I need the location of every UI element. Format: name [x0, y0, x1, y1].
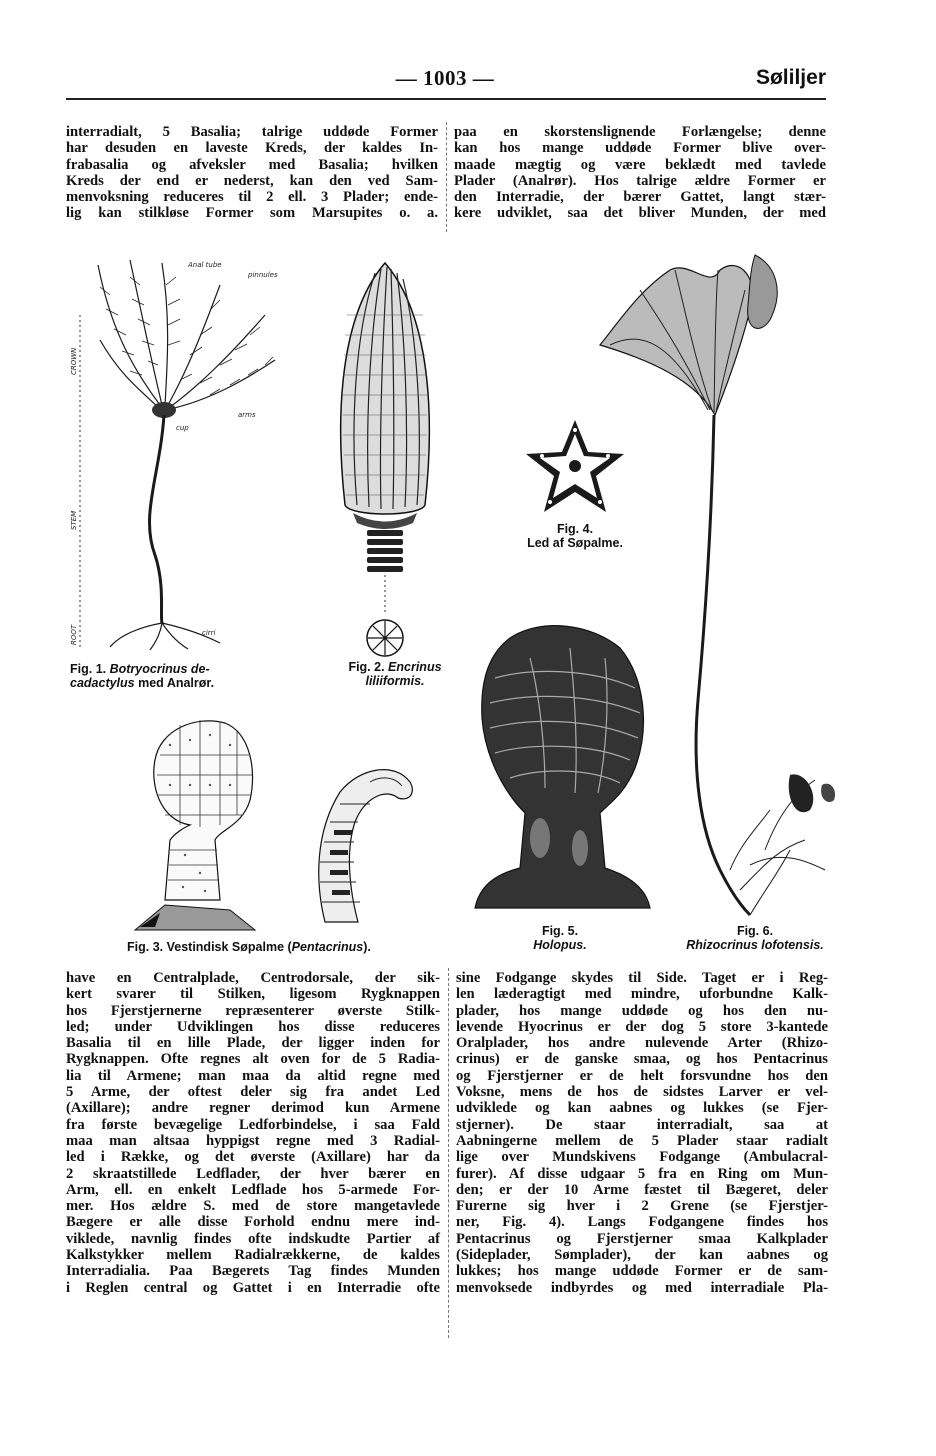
fig4-number: Fig. 4. — [556, 522, 594, 536]
text-line: hos Fjerstjernerne repræsenterer øverste Stilk- — [66, 1002, 440, 1019]
text-line: maa man altsaa hyppigst regne med 3 Radial- — [66, 1132, 440, 1149]
arms-label: arms — [238, 411, 256, 419]
text-line: plader, hos mange uddøde og hos den nu- — [456, 1002, 828, 1019]
text-line: den Interradie, der bærer Gattet, langt stær- — [454, 189, 826, 206]
text-line: Oralplader, hos andre nulevende Arter (Rhizo- — [456, 1035, 828, 1052]
text-line: (Axillare); andre regner derimod kun Armene — [66, 1100, 440, 1117]
fig1-name: Botryocrinus de- — [109, 662, 210, 676]
text-line: paa en skorstenslignende Forlængelse; denne — [454, 124, 826, 140]
text-line: Plader (Analrør). Hos talrige ældre Former er — [454, 172, 826, 189]
fig3-name: Pentacrinus — [291, 940, 364, 954]
fig3-caption — [127, 940, 447, 954]
fig6-name: Rhizocrinus lofotensis. — [686, 938, 824, 952]
text-line: kan hos mange uddøde Former blive over- — [454, 140, 826, 157]
text-line: Arm, ell. en enkelt Ledflade hos 5-armede For- — [66, 1181, 440, 1198]
fig1-botryocrinus-illustration — [70, 255, 300, 655]
fig5-caption — [500, 924, 620, 952]
fig1-caption — [70, 662, 260, 690]
text-line: den; er der 10 Arme fæstet til Bægeret, deler — [456, 1181, 828, 1198]
fig2-name-cont: liliiformis. — [365, 674, 425, 688]
text-line: Kreds der end er nederst, kan den ved Sam- — [66, 172, 438, 189]
text-line: levende Hyocrinus er der dog 5 store 3-kantede — [456, 1018, 828, 1035]
running-title: Søliljer — [755, 66, 826, 89]
fig3-pentacrinus-calyx-illustration — [135, 715, 260, 935]
text-line: have en Centralplade, Centrodorsale, der sik- — [66, 970, 440, 986]
text-line: Rygknappen. Ofte regnes alt oven for de 5 Radia- — [66, 1051, 440, 1068]
text-line: menvoksning reduceres til 2 ell. 3 Plader; ende- — [66, 189, 438, 206]
fig2-name: Encrinus — [388, 660, 442, 674]
text-line: og Fjerstjerner er de helt forsvundne hos den — [456, 1067, 828, 1084]
text-line: interradialt, 5 Basalia; talrige uddøde Former — [66, 124, 438, 140]
column-divider — [448, 968, 449, 1338]
text-line: har desuden en laveste Kreds, der kaldes In- — [66, 140, 438, 157]
fig2-number: Fig. 2. — [348, 660, 385, 674]
fig2-caption — [320, 660, 470, 688]
text-line: stjerner). De staar interradialt, saa at — [456, 1116, 828, 1133]
text-line: sine Fodgange skydes til Side. Taget er i Reg- — [456, 970, 828, 986]
fig6-number: Fig. 6. — [736, 924, 774, 938]
text-line: frabasalia og afveksler med Basalia; hvilken — [66, 156, 438, 173]
text-line: mer. Hos ældre S. med de store mangetavlede — [66, 1198, 440, 1215]
root-label: ROOT — [70, 624, 78, 645]
text-line: len læderagtigt med mindre, uforbundne Kalk- — [456, 986, 828, 1003]
text-line: viklede, navnlig findes ofte indskudte Partier af — [66, 1230, 440, 1247]
text-line: Kalkstykker mellem Radialrækkerne, de kaldes — [66, 1247, 440, 1264]
text-line: Interradialia. Paa Bægerets Tag findes Munden — [66, 1263, 440, 1280]
text-line: kere udviklet, saa det bliver Munden, der med — [454, 205, 826, 222]
stem-label: STEM — [70, 510, 78, 530]
fig5-name: Holopus. — [533, 938, 587, 952]
text-line: lig kan stilkløse Former som Marsupites o. a. — [66, 205, 438, 222]
text-line: (Sideplader, Sømplader), der kan aabnes og — [456, 1247, 828, 1264]
text-line: maade mægtig og være beklædt med tavlede — [454, 156, 826, 173]
fig3-close: ). — [363, 940, 371, 954]
text-line: lia til Armene; man maa da altid regne med — [66, 1067, 440, 1084]
crown-label: CROWN — [70, 347, 78, 375]
text-line: 5 Arme, der oftest deler sig fra andet Led — [66, 1084, 440, 1101]
fig3-text: Vestindisk Søpalme ( — [166, 940, 292, 954]
fig1-number: Fig. 1. — [70, 662, 107, 676]
top-left-column — [66, 124, 438, 222]
text-line: Voksne, mens de hos de sidstes Larver er vel- — [456, 1084, 828, 1101]
text-line: crinus) er de ganske smaa, og hos Pentacrinus — [456, 1051, 828, 1068]
fig5-holopus-illustration — [470, 618, 655, 918]
text-line: kert svarer til Stilken, ligesom Rygknappen — [66, 986, 440, 1003]
text-line: furer). Af disse udgaar 5 fra en Ring om Mun- — [456, 1165, 828, 1182]
pinnules-label: pinnules — [248, 271, 278, 279]
fig6-caption — [670, 924, 840, 952]
fig1-suffix: med Analrør. — [138, 676, 215, 690]
text-line: Aabningerne mellem de 5 Plader staar radialt — [456, 1132, 828, 1149]
text-line: udviklede og kan aabnes og lukkes (se Fjer- — [456, 1100, 828, 1117]
header-rule — [66, 98, 826, 100]
bottom-left-column — [66, 970, 440, 1296]
cirri-label: cirri — [202, 629, 216, 637]
fig3-pentacrinus-section-illustration — [310, 762, 420, 932]
text-line: lukkes; hos mange uddøde Former er de sam- — [456, 1263, 828, 1280]
top-right-column — [454, 124, 826, 222]
column-divider — [446, 122, 447, 232]
text-line: i Reglen central og Gattet i en Interradie ofte — [66, 1279, 440, 1296]
text-line: 2 skraatstillede Ledflader, der hver bærer en — [66, 1165, 440, 1182]
text-line: Pentacrinus og Fjerstjerner smaa Kalkplader — [456, 1230, 828, 1247]
bottom-right-column — [456, 970, 828, 1296]
fig4-text: Led af Søpalme. — [527, 536, 623, 550]
fig5-number: Fig. 5. — [541, 924, 579, 938]
fig3-number: Fig. 3. — [127, 940, 164, 954]
text-line: led; under Udviklingen hos disse reduceres — [66, 1018, 440, 1035]
text-line: Furerne sig hver i 2 Grene (se Fjerstjer- — [456, 1198, 828, 1215]
text-line: led i Række, og det øverste (Axillare) har da — [66, 1149, 440, 1166]
fig1-name-cont: cadactylus — [70, 676, 135, 690]
fig2-encrinus-illustration — [325, 255, 445, 665]
text-line: lige over Mundskivens Fodgange (Ambulacral- — [456, 1149, 828, 1166]
text-line: menvoksede indbyrdes og med interradiale Pla- — [456, 1279, 828, 1296]
cup-label: cup — [176, 424, 189, 432]
text-line: fra første bevægelige Ledforbindelse, i saa Fald — [66, 1116, 440, 1133]
text-line: ner, Fig. 4). Langs Fodgangene findes hos — [456, 1214, 828, 1231]
page-number: — 1003 — — [395, 66, 495, 90]
text-line: Bægere er alle disse Forhold endnu mere ind- — [66, 1214, 440, 1231]
text-line: Basalia til en lille Plade, der ligger inden for — [66, 1035, 440, 1052]
anal-tube-label: Anal tube — [188, 261, 222, 269]
